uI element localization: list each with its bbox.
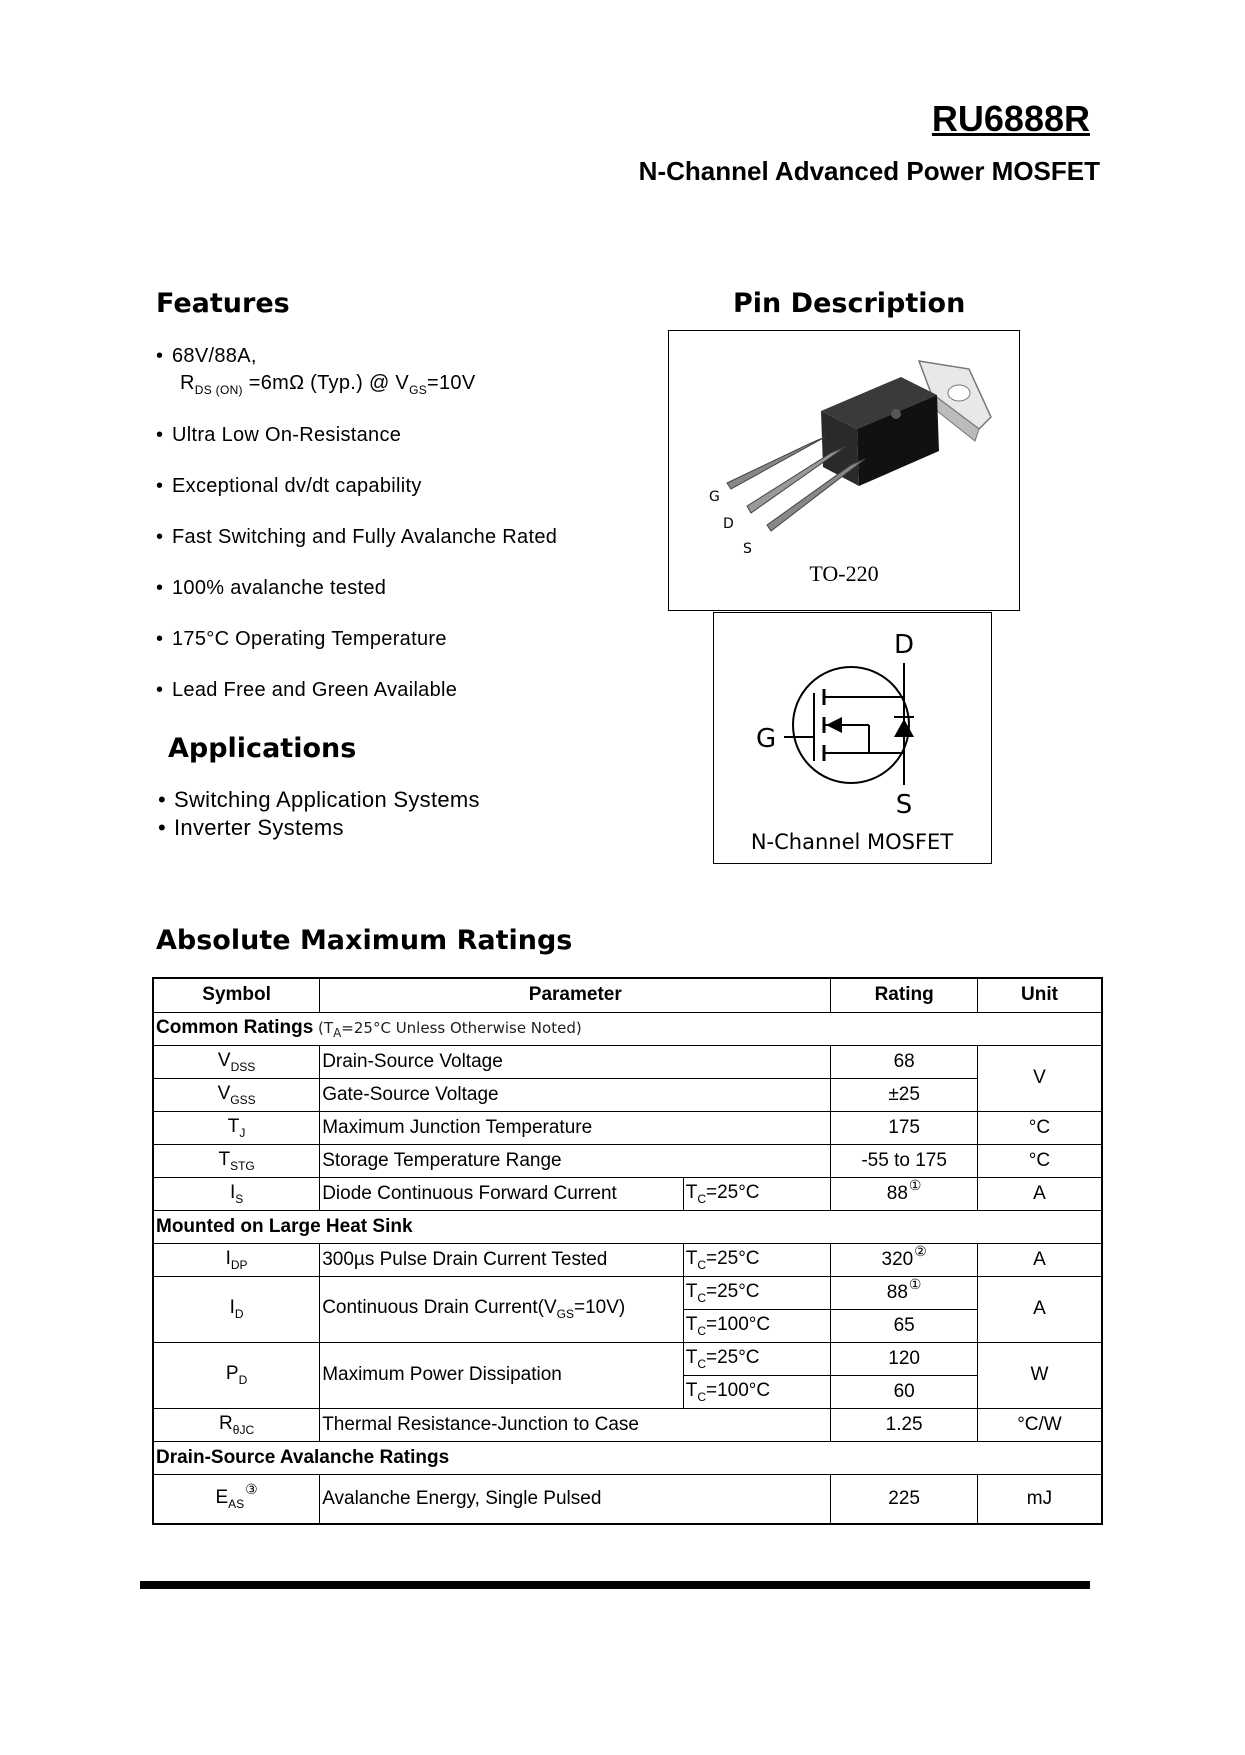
package-name: TO-220 [809,561,879,586]
pin-label-s: S [743,541,752,557]
document-subtitle: N-Channel Advanced Power MOSFET [638,156,1100,186]
drain-label: D [893,630,915,660]
section-common-ratings: Common Ratings ($T_A=25^\circ C$ Unless Otherwise Noted) [153,1012,1102,1045]
voltage-unit: V [977,1045,1102,1111]
mosfet-symbol-box [713,612,992,864]
feature-item: • 100% avalanche tested [156,577,387,599]
table-row: $R_{\theta JC}$ Thermal Resistance-Junction to Case 1.25 °C/W [153,1408,1102,1441]
to220-package-drawing [669,331,1019,610]
section-avalanche: Drain-Source Avalanche Ratings [153,1441,1102,1474]
part-number: RU6888R [931,98,1090,139]
section-heat-sink: Mounted on Large Heat Sink [153,1210,1102,1243]
pin-label-g: G [709,489,720,505]
feature-rating: • 68V/88A, [156,345,257,367]
bottom-rule [140,1581,1090,1589]
absolute-maximum-ratings-table [152,977,1103,1525]
table-row: $P_D$ Maximum Power Dissipation $T_C=25^\circ C$ 120 W [153,1342,1102,1375]
feature-rating-text: 68V/88A, [172,345,257,367]
gate-label: G [756,724,777,754]
feature-item: • Exceptional dv/dt capability [156,475,422,497]
pin-label-d: D [723,516,734,532]
header-rating: Rating [831,978,978,1012]
feature-rds-on: $R_{DS (ON)} =6m\Omega$ (Typ.) @ $V_{GS}=10V$ [180,372,476,397]
header-parameter: Parameter [320,978,831,1012]
ratings-title: Absolute Maximum Ratings [156,925,573,956]
table-row: $V_{DSS}$ Drain-Source Voltage 68 V [153,1045,1102,1078]
table-row: $I_D$ Continuous Drain $Current(V_{GS}=10V)$ $T_C=25^\circ C$ 88① A [153,1276,1102,1309]
table-row: $T_J$ Maximum Junction Temperature 175 °C [153,1111,1102,1144]
feature-item: • Ultra Low On-Resistance [156,424,402,446]
table-row: $V_{GSS}$ Gate-Source Voltage ±25 [153,1078,1102,1111]
symbol-caption: N-Channel MOSFET [750,830,954,854]
package-box [668,330,1020,611]
application-item: • Inverter Systems [158,815,344,840]
header-unit: Unit [977,978,1102,1012]
table-row: $E_{AS}^③$ Avalanche Energy, Single Pulsed 225 mJ [153,1474,1102,1524]
application-item: • Switching Application Systems [158,787,480,812]
table-row: $I_{DP}$ 300µs Pulse Drain Current Tested $T_C=25^\circ C$ 320② A [153,1243,1102,1276]
table-row: $I_S$ Diode Continuous Forward Current $T_C=25^\circ C$ 88① A [153,1177,1102,1210]
feature-item: • Fast Switching and Fully Avalanche Rated [156,526,558,548]
table-row: $T_C=100^\circ C$ 65 [153,1309,1102,1342]
header-symbol: Symbol [153,978,320,1012]
table-row: $T_C=100^\circ C$ 60 [153,1375,1102,1408]
table-row: $T_{STG}$ Storage Temperature Range -55 to 175 °C [153,1144,1102,1177]
applications-title: Applications [168,733,357,764]
features-title: Features [156,288,290,319]
table-header-row [153,978,1102,1012]
feature-item: • Lead Free and Green Available [156,679,458,701]
feature-item: • 175°C Operating Temperature [156,628,447,650]
pin-description-title: Pin Description [733,288,966,319]
mosfet-schematic-symbol [714,613,991,863]
source-label: S [895,790,913,820]
